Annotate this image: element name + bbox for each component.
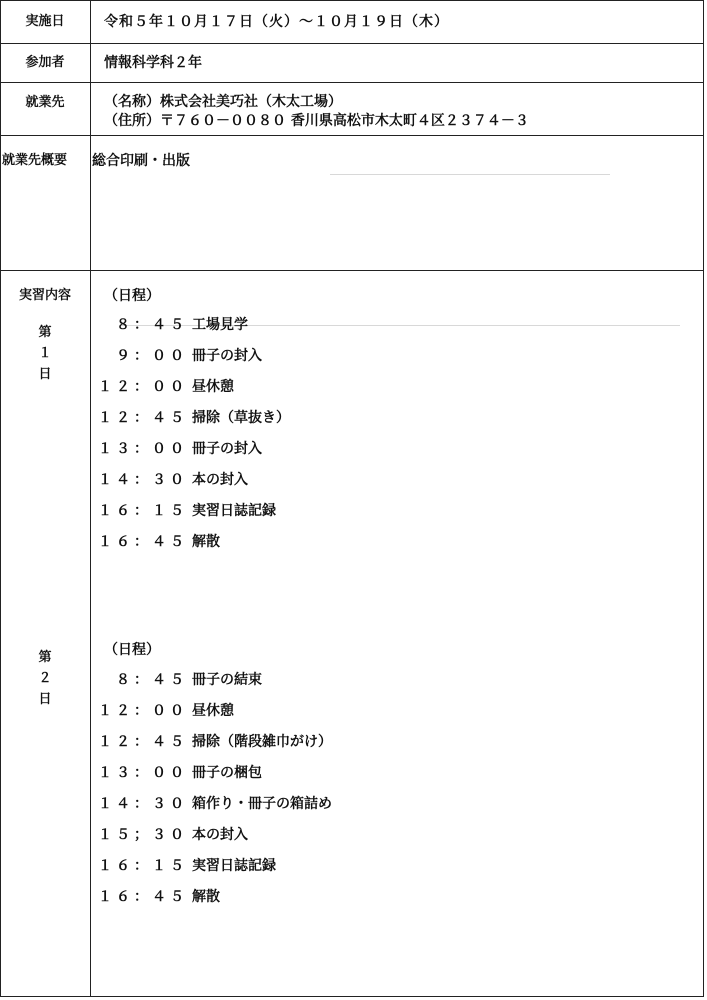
schedule-row [98,857,276,875]
schedule-time: １４：３０ [98,796,188,812]
schedule-time: １２：４５ [98,734,188,750]
company-label: 就業先 [25,95,65,110]
schedule-time: ８：４５ [116,317,188,333]
day1-mark-3: 日 [38,367,52,382]
schedule-activity: 箱作り・冊子の箱詰め [192,796,332,812]
schedule-row [98,733,332,751]
schedule-time: １６：４５ [98,534,188,550]
schedule-activity: 工場見学 [192,317,248,333]
schedule-time: １２：００ [98,703,188,719]
schedule-time: １３：００ [98,765,188,781]
date-value: 令和５年１０月１７日（火）～１０月１９日（木） [104,14,449,30]
schedule-activity: 本の封入 [192,472,248,488]
company-name: （名称）株式会社美巧社（木太工場） [104,94,342,110]
schedule-row [116,316,248,334]
schedule-row [116,347,262,365]
participants-value: 情報科学科２年 [104,55,202,71]
schedule-activity: 解散 [192,889,220,905]
date-label: 実施日 [25,14,65,29]
day2-mark-1: 第 [38,650,52,665]
schedule-activity: 昼休憩 [192,379,234,395]
day1-mark-2: １ [38,346,52,361]
schedule-row [98,795,332,813]
company-address: （住所）〒７６０－００８０ 香川県高松市木太町４区２３７４－３ [104,113,529,129]
schedule-row [116,671,262,689]
content-label: 実習内容 [18,288,71,303]
day1-mark-1: 第 [38,325,52,340]
schedule-time: ９：００ [116,348,188,364]
schedule-time: １５；３０ [98,827,188,843]
schedule-row [98,533,220,551]
schedule-row [98,378,234,396]
day2-mark-3: 日 [38,692,52,707]
row-divider-participants [0,82,704,83]
scan-artifact [330,174,610,175]
schedule-row [98,826,248,844]
schedule-time: １６：１５ [98,503,188,519]
schedule-activity: 冊子の封入 [192,441,262,457]
schedule-row [98,702,234,720]
schedule-time: １２：００ [98,379,188,395]
schedule-activity: 実習日誌記録 [192,858,276,874]
schedule-time: １４：３０ [98,472,188,488]
schedule-time: ８：４５ [116,672,188,688]
schedule-time: １６：４５ [98,889,188,905]
schedule-time: １６：１５ [98,858,188,874]
row-divider-date [0,43,704,44]
row-divider-company [0,135,704,136]
overview-value: 総合印刷・出版 [92,153,190,169]
schedule-row [98,888,220,906]
schedule-activity: 本の封入 [192,827,248,843]
schedule-activity: 昼休憩 [192,703,234,719]
schedule-activity: 掃除（草抜き） [192,410,290,426]
day1-schedule-heading: （日程） [104,288,160,304]
schedule-activity: 解散 [192,534,220,550]
day2-mark-2: ２ [38,671,52,686]
overview-label: 就業先概要 [2,153,68,168]
schedule-row [98,409,290,427]
row-divider-overview [0,270,704,271]
schedule-activity: 冊子の結束 [192,672,262,688]
schedule-activity: 冊子の封入 [192,348,262,364]
day2-schedule-heading: （日程） [104,642,160,658]
schedule-time: １２：４５ [98,410,188,426]
schedule-row [98,440,262,458]
schedule-row [98,471,248,489]
schedule-time: １３：００ [98,441,188,457]
schedule-activity: 冊子の梱包 [192,765,262,781]
schedule-activity: 実習日誌記録 [192,503,276,519]
schedule-activity: 掃除（階段雑巾がけ） [192,734,332,750]
label-column-divider [90,0,91,997]
schedule-row [98,764,262,782]
participants-label: 参加者 [25,55,65,70]
schedule-row [98,502,276,520]
